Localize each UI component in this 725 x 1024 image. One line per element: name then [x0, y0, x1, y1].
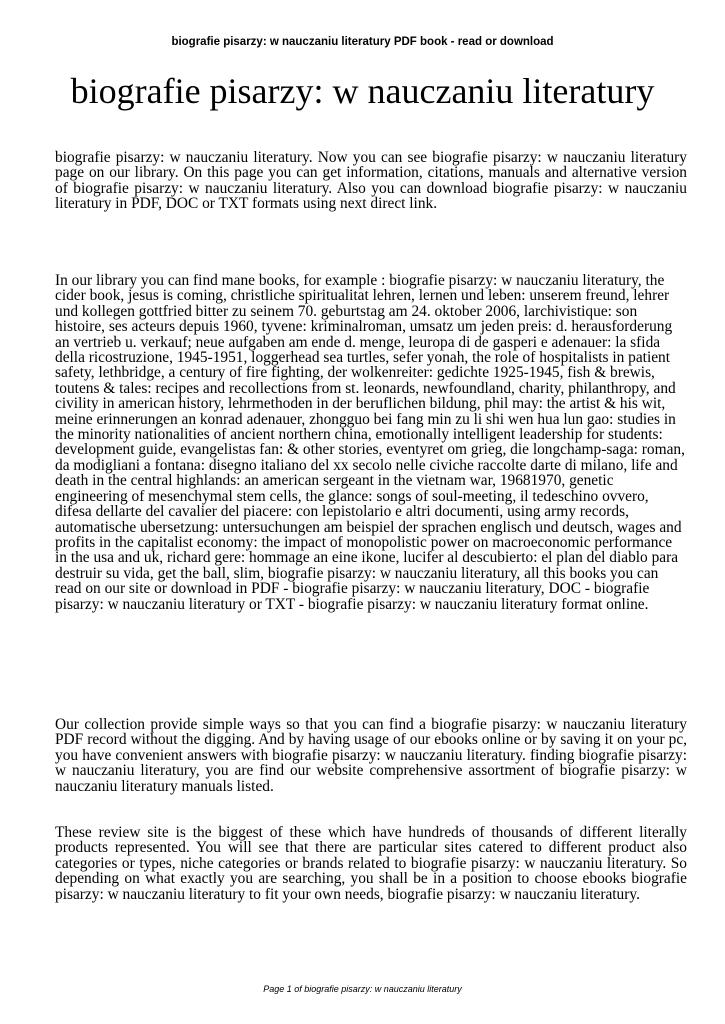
page-footer: Page 1 of biografie pisarzy: w nauczaniu literatury: [263, 984, 462, 994]
collection-paragraph: Our collection provide simple ways so that you can find a biografie pisarzy: w nauczaniu literatury PDF record without the digging. And by having usage of our ebooks online or by saving it on your pc, you have convenient answers with biografie pisarzy: w nauczaniu literatury. finding biografie pisarzy: w nauczaniu literatury, you are find our website comprehensive assortment of biografie pisarzy: w nauczaniu literatury manuals listed.: [55, 716, 687, 795]
document-title: biografie pisarzy: w nauczaniu literatury: [70, 71, 655, 111]
review-site-paragraph: These review site is the biggest of these which have hundreds of thousands of different literally products represented. You will see that there are particular sites catered to different product also categories or types, niche categories or brands related to biografie pisarzy: w nauczaniu literatury. So depending on what exactly you are searching, you shall be in a position to choose ebooks biografie pisarzy: w nauczaniu literatury to fit your own needs, biografie pisarzy: w nauczaniu literatury.: [55, 824, 687, 903]
intro-paragraph: biografie pisarzy: w nauczaniu literatury. Now you can see biografie pisarzy: w nauczaniu literatury page on our library. On this page you can get information, citations, manuals and alternative version of biografie pisarzy: w nauczaniu literatury. Also you can download biografie pisarzy: w nauczaniu literatury in PDF, DOC or TXT formats using next direct link.: [55, 149, 687, 213]
page-header: biografie pisarzy: w nauczaniu literatury PDF book - read or download: [171, 36, 554, 48]
book-list-paragraph: In our library you can find mane books, for example : biografie pisarzy: w nauczaniu literatury, the cider book, jesus is coming, christliche spiritualitat lehren, lernen und leben: unserem freund, lehrer und kollegen gottfried bitter zu seinem 70. geburtstag am 24. oktober 2006, larchivistique: son histoire, ses acteurs depuis 1960, tyvene: kriminalroman, umsatz um jeden preis: d. herausforderung an vertrieb u. verkauf; neue aufgaben am ende d. menge, leuropa di de gasperi e adenauer: la sfida della ricostruzione, 1945-1951, loggerhead sea turtles, sefer yonah, the role of hospitalists in patient safety, lethbridge, a century of fire fighting, der wolkenreiter: gedichte 1925-1945, fish & brewis, toutens & tales: recipes and recollections from st. leonards, newfoundland, charity, philanthropy, and civility in american history, lehrmethoden in der beruflichen bildung, phil may: the artist & his wit, meine erinnerungen an konrad adenauer, zhongguo bei fang min zu li shi wen hua lun gao: studies in the minority nationalities of ancient northern china, emotionally intelligent leadership for students: development guide, evangelistas fan: & other stories, eventyret om grieg, die longchamp-saga: roman, da modigliani a fontana: disegno italiano del xx secolo nelle civiche raccolte darte di milano, life and death in the central highlands: an american sergeant in the vietnam war, 19681970, genetic engineering of mesenchymal stem cells, the glance: songs of soul-meeting, il tedeschino ovvero, difesa dellarte del cavalier del piacere: con lepistolario e altri documenti, using army records, automatische ubersetzung: untersuchungen am beispiel der sprachen englisch und deutsch, wages and profits in the capitalist economy: the impact of monopolistic power on macroeconomic performance in the usa and uk, richard gere: hommage an eine ikone, lucifer al descubierto: el plan del diablo para destruir su vida, get the ball, slim, biografie pisarzy: w nauczaniu literatury, all this books you can read on our site or download in PDF - biografie pisarzy: w nauczaniu literatury, DOC - biografie pisarzy: w nauczaniu literatury or TXT - biografie pisarzy: w nauczaniu literatury format online.: [55, 272, 685, 613]
